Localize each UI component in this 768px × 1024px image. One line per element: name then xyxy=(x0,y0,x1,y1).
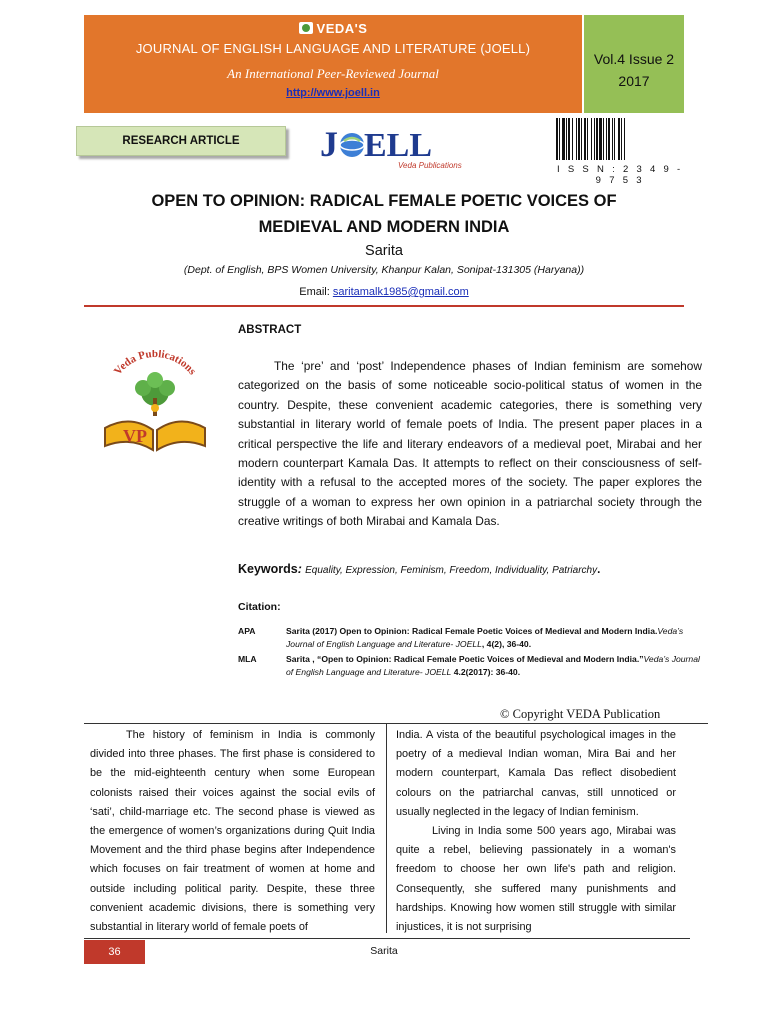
journal-url-link[interactable]: http://www.joell.in xyxy=(286,87,380,99)
email-link[interactable]: saritamalk1985@gmail.com xyxy=(332,286,469,298)
column-divider xyxy=(386,723,387,933)
barcode-icon xyxy=(555,118,685,160)
section-divider xyxy=(84,305,684,307)
citation-style: MLA xyxy=(238,654,257,664)
logo-ell: ELL xyxy=(364,127,433,164)
copyright-notice: © Copyright VEDA Publication xyxy=(500,707,661,721)
issn-number: I S S N : 2 3 4 9 - 9 7 5 3 xyxy=(556,164,684,186)
logo-j: J xyxy=(320,124,338,164)
veda-publications-logo-icon xyxy=(95,350,215,462)
journal-tagline: An International Peer-Reviewed Journal xyxy=(227,66,439,81)
abstract-text: The ‘pre’ and ‘post’ Independence phases of Indian feminism are somehow categorized on the basis of some noticeable socio-political status of women in the country. Despite, these convenient academic categories, there is something very substantial in literary world of female poets of India. The present paper places in a critical perspective the life and literary endeavors of a medieval poet, Mirabai and her modern counterpart Kamala Das. It attempts to reflect on their consciousness of self-identity with a refusal to the accepted mores of the society. The paper explores the struggle of a woman to express her own opinion in a patriarchal society through the creative writings of both Mirabai and Kamala Das. xyxy=(238,359,702,529)
logo-sub: Veda Publications xyxy=(398,161,462,170)
title-line-1: OPEN TO OPINION: RADICAL FEMALE POETIC VOICES OF xyxy=(151,192,617,210)
citation-apa xyxy=(238,625,698,653)
body-paragraph: The history of feminism in India is commonly divided into three phases. The first phase is considered to be the mid-eighteenth century when some European colonists raised their voices against the social evils of ‘sati’, child-marriage etc. The second phase is viewed as the emergence of women’s organizations during Quit India Movement and the third phase begins after Independence which focuses on fair treatment of women at home and outside including political parity. Despite, these three convenient academic divisions, there is something very substantial in literary world of female poets of xyxy=(90,729,375,934)
body-paragraph: Living in India some 500 years ago, Mirabai was quite a rebel, believing passionately in a woman's freedom to choose her own life's path and religion. Consequently, she suffered many punishments and hardships. Knowing how women still struggle with similar injustices, it is not surprising xyxy=(396,825,676,934)
keywords-values: Equality, Expression, Feminism, Freedom, Individuality, Patriarchy xyxy=(305,565,598,576)
citation-text: Sarita (2017) Open to Opinion: Radical Female Poetic Voices of Medieval and Modern India.Veda’s Journal of English Language and Literature- JOELL, 4(2), 36-40. xyxy=(286,626,684,649)
research-article-badge xyxy=(76,126,286,156)
citation-style: APA xyxy=(238,626,256,636)
veda-mini-logo-icon xyxy=(299,22,313,34)
brand-text: VEDA'S xyxy=(316,21,368,36)
citation-heading: Citation: xyxy=(238,601,281,613)
volume-year: 2017 xyxy=(618,73,650,89)
footer-rule xyxy=(84,938,690,939)
volume-issue: Vol.4 Issue 2 xyxy=(593,51,675,67)
title-line-2: MEDIEVAL AND MODERN INDIA xyxy=(258,218,510,236)
citation-mla xyxy=(238,653,698,681)
author-name: Sarita xyxy=(365,243,403,259)
keywords-line: Keywords: Equality, Expression, Feminism, Freedom, Individuality, Patriarchy. xyxy=(238,562,601,576)
logo-arc-text: Veda Publications xyxy=(111,350,199,378)
volume-info xyxy=(584,48,684,92)
body-column-left xyxy=(90,726,375,937)
column-top-rule xyxy=(84,723,708,724)
joell-logo-icon xyxy=(318,120,488,172)
article-title xyxy=(84,188,684,240)
citation-text: Sarita , “Open to Opinion: Radical Female Poetic Voices of Medieval and Modern India.”Veda’s Journal of English Language and Literature- JOELL 4.2(2017): 36-40. xyxy=(286,654,700,677)
keywords-label: Keywords xyxy=(238,562,298,576)
author-affiliation: (Dept. of English, BPS Women University, Khanpur Kalan, Sonipat-131305 (Haryana)) xyxy=(183,264,585,276)
journal-name: JOURNAL OF ENGLISH LANGUAGE AND LITERATURE (JOELL) xyxy=(135,41,531,56)
footer-author: Sarita xyxy=(370,945,398,957)
logo-vp-text: VP xyxy=(123,426,147,446)
author-email xyxy=(84,286,684,298)
page-number: 36 xyxy=(108,946,121,958)
email-label: Email: xyxy=(299,286,333,298)
journal-brand xyxy=(84,21,582,36)
body-paragraph: India. A vista of the beautiful psychological images in the poetry of a medieval Indian woman, Mira Bai and her modern counterpart, Kamala Das reflect disobedient colours on the patriarchal canvas, still unnoticed or usually neglected in the legacy of Indian feminism. xyxy=(396,729,676,818)
badge-label: RESEARCH ARTICLE xyxy=(122,135,240,147)
abstract-heading: ABSTRACT xyxy=(238,324,302,336)
body-column-right xyxy=(396,726,676,937)
